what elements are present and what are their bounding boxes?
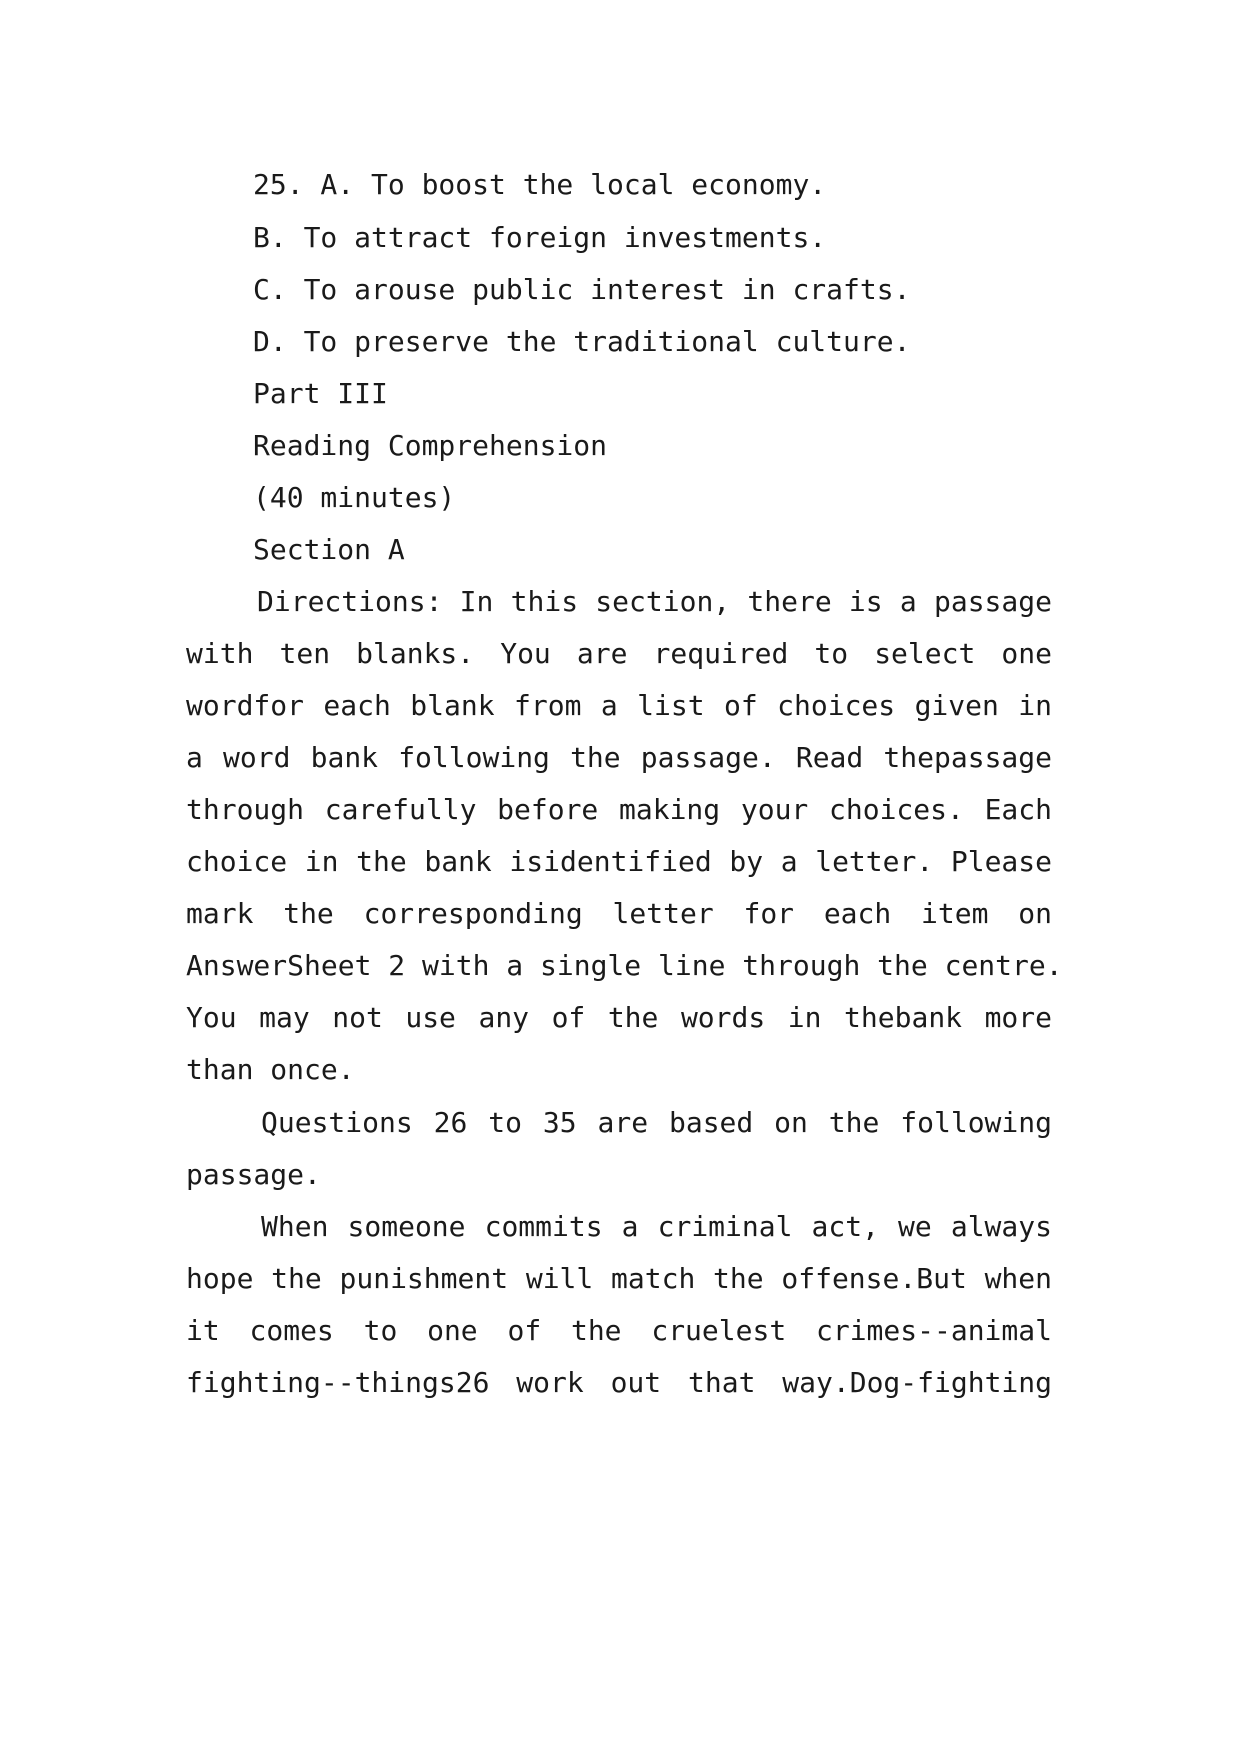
- directions-line: Directions: In this section, there is a passage: [257, 585, 1052, 618]
- directions-line: than once.: [186, 1053, 355, 1086]
- questions-intro-line: passage.: [186, 1158, 321, 1191]
- directions-line: through carefully before making your choices. Each: [186, 793, 1052, 826]
- option-c: C. To arouse public interest in crafts.: [253, 273, 911, 306]
- directions-line: You may not use any of the words in thebank more: [186, 1001, 1052, 1034]
- directions-line: a word bank following the passage. Read thepassage: [186, 741, 1052, 774]
- directions-line: wordfor each blank from a list of choices given in: [186, 689, 1052, 722]
- option-d: D. To preserve the traditional culture.: [253, 325, 911, 358]
- directions-line: mark the corresponding letter for each item on: [186, 897, 1052, 930]
- directions-line: AnswerSheet 2 with a single line through the centre.: [186, 949, 1063, 982]
- part-heading: Part III: [253, 377, 388, 410]
- directions-line: choice in the bank isidentified by a letter. Please: [186, 845, 1052, 878]
- time-limit: (40 minutes): [253, 481, 456, 514]
- directions-line: with ten blanks. You are required to select one: [186, 637, 1052, 670]
- section-heading: Section A: [253, 533, 405, 566]
- questions-intro-line: Questions 26 to 35 are based on the following: [261, 1106, 1052, 1139]
- passage-line: it comes to one of the cruelest crimes--animal: [186, 1314, 1052, 1347]
- passage-line: hope the punishment will match the offense.But when: [186, 1262, 1052, 1295]
- option-b: B. To attract foreign investments.: [253, 221, 827, 254]
- part-title: Reading Comprehension: [253, 429, 608, 462]
- passage-line: When someone commits a criminal act, we always: [261, 1210, 1052, 1243]
- option-25-a: 25. A. To boost the local economy.: [253, 168, 827, 201]
- passage-line: fighting--things26 work out that way.Dog-fighting: [186, 1366, 1052, 1399]
